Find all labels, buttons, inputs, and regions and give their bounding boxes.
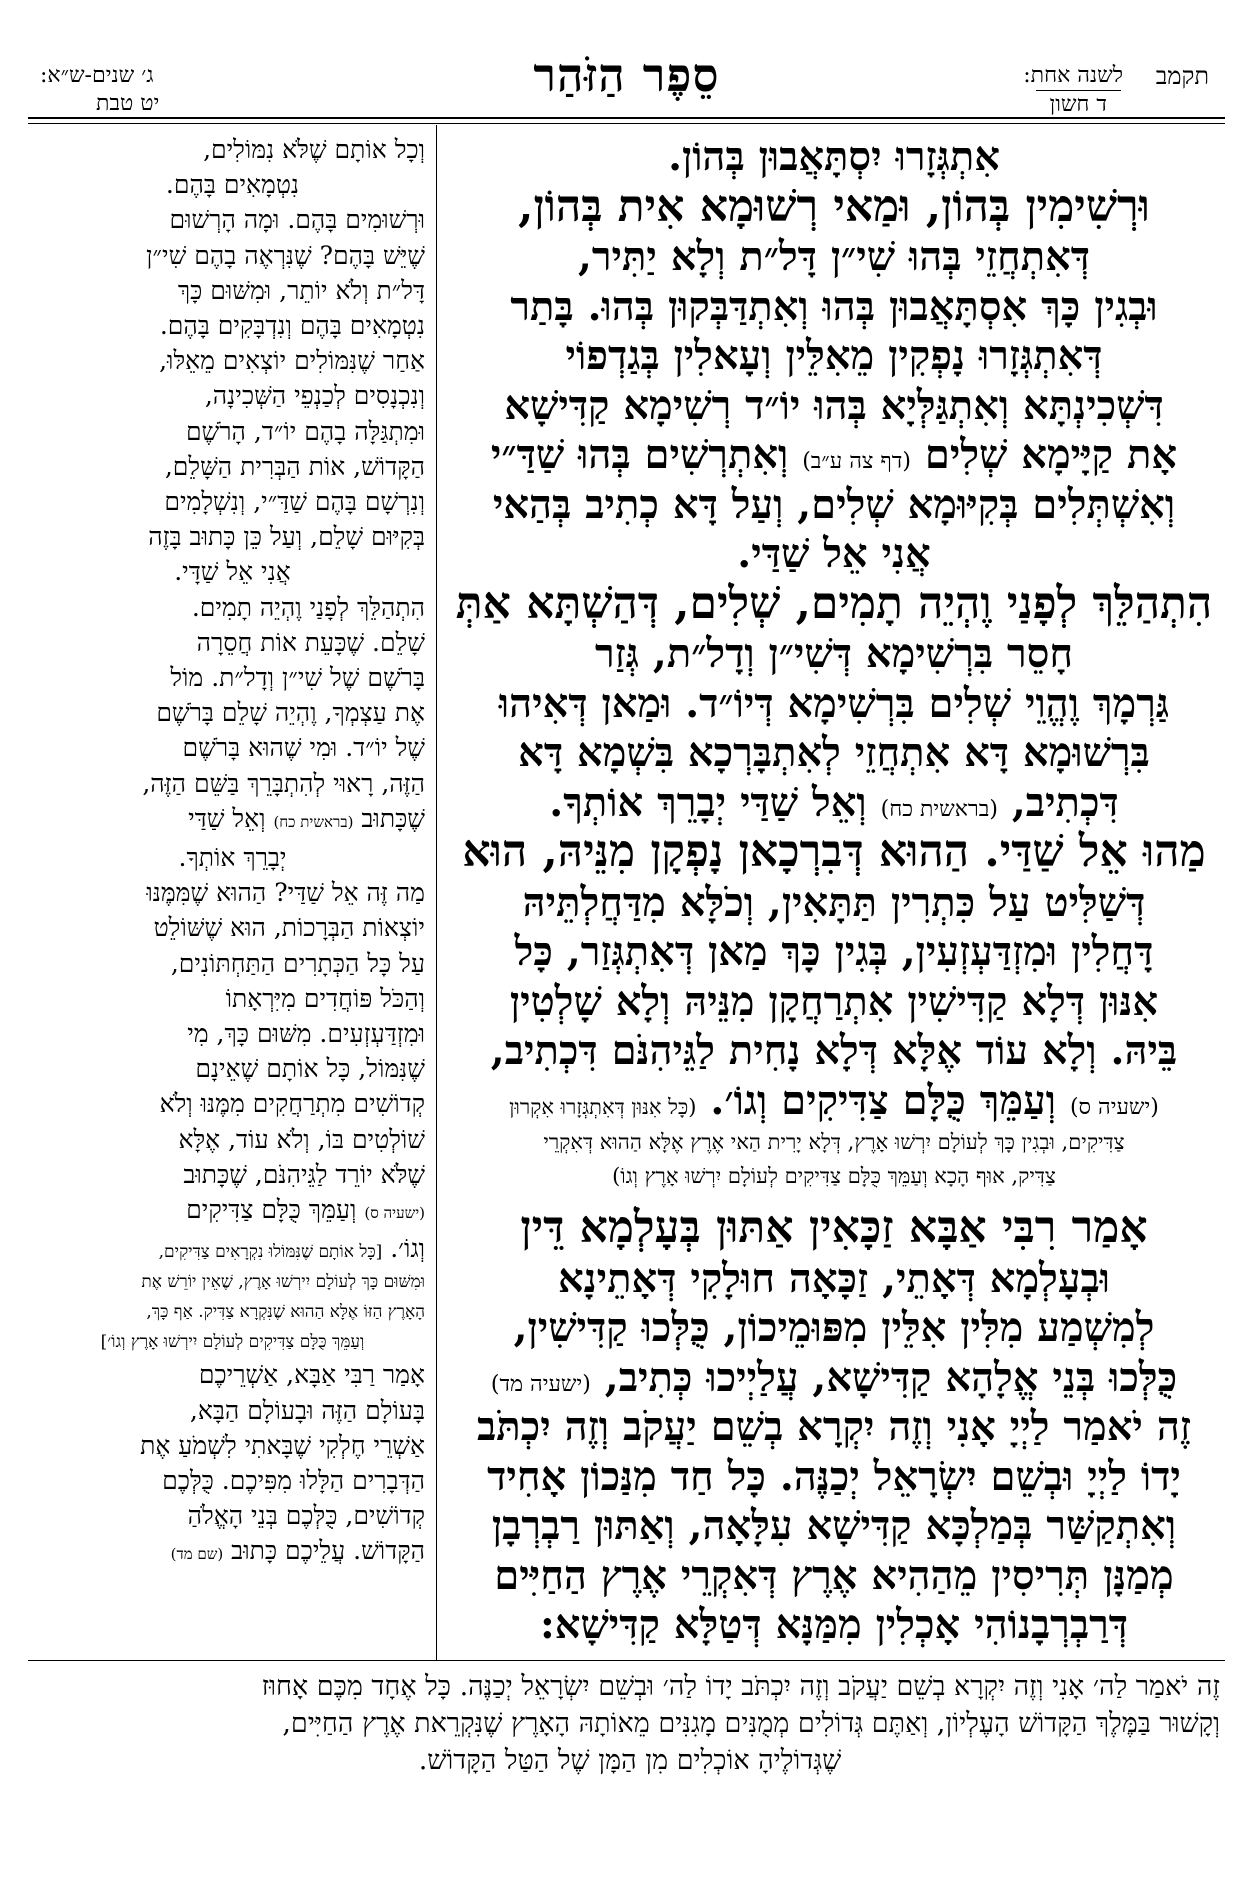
side-line: אֶת עַצְמְךָ, וֶהְיֵה שָׁלֵם בָּרֹשֶׁם — [156, 698, 425, 728]
side-line: אַשְׁרֵי חֶלְקִי שֶׁבָּאתִי לִשְׁמֹעַ אֶת — [140, 1430, 425, 1460]
side-line: הַקָּדוֹשׁ, אוֹת הַבְּרִית הַשָּׁלֵם, — [164, 451, 425, 481]
bracket-note-line: הָאָרֶץ הַזּוֹ אֶלָּא הַהוּא שֶׁנִּקְרָא צַדִּיק. אַף כָּךְ, — [146, 1302, 425, 1323]
main-line: בִּרְשׁוּמָא דָּא אִתְחֲזֵי לְאִתְבָּרְכָא בִּשְׁמָא דָּא — [518, 729, 1150, 776]
main-line: אָת קַיָּימָא שְׁלִים (דף צה ע״ב) וְאִתְרְשִׁים בְּהוּ שַׁדַּ״י — [490, 431, 1178, 478]
side-line: שֶׁלֹּא יוֹרֵד לַגֵּיהִנֹּם, שֶׁכָּתוּב — [183, 1159, 425, 1189]
bottom-line: וְקָשׁוּר בַּמֶּלֶךְ הַקָּדוֹשׁ הָעֶלְיוֹן, וְאַתֶּם גְּדוֹלִים מְמֻנִּים מָגִנִּים מֵאוֹתָהּ הָאָרֶץ שֶׁנִּקְרֵאת אֶרֶץ הַחַיִּים, — [282, 1708, 1220, 1739]
side-line: אַחַר שֶׁנִּמּוֹלִים יוֹצְאִים מֵאֵלּוּ, — [159, 346, 425, 376]
main-line: הִתְהַלֵּךְ לְפָנַי וֶהְיֵה תָמִים, שְׁלִים, דְּהַשְׁתָּא אַתְּ — [455, 577, 1213, 629]
bottom-translation — [40, 1668, 1220, 1779]
citation: (ישעיה מד) — [490, 1371, 591, 1397]
main-line: גַּרְמָךְ וֶהֱוֵי שְׁלִים בִּרְשִׁימָא דְּיוֹ״ד. וּמַאן דְּאִיהוּ — [498, 679, 1170, 727]
citation: (בראשית כח) — [880, 796, 998, 822]
bracket-note: (כָּל אִנּוּן דְּאִתְגְּזָרוּ אִקְרוּן — [509, 1094, 697, 1119]
side-line: וְנִרְשָׁם בָּהֶם שַׁדַּ״י, וְנִשְׁלָמִים — [164, 487, 425, 517]
side-line: וְהַכֹּל פּוֹחֲדִים מִיִּרְאָתוֹ — [225, 983, 425, 1013]
side-line: דָּל״ת וְלֹא יוֹתֵר, וּמִשּׁוּם כָּךְ — [177, 275, 425, 305]
side-line: בְּקִיּוּם שָׁלֵם, וְעַל כֵּן כָּתוּב בָּזֶה — [148, 522, 425, 552]
side-line: יְבָרֵךְ אוֹתְךָ. — [178, 843, 287, 873]
bracket-note: [כָּל אוֹתָם שֶׁנִּמּוֹלוּ נִקְרָאִים צַדִּיקִים, — [158, 1242, 383, 1263]
side-line: נִטְמָאִים בָּהֶם וְנִדְבָּקִים בָּהֶם. — [159, 311, 425, 341]
side-line: הִתְהַלֵּךְ לְפָנַי וֶהְיֵה תָמִים. — [191, 592, 425, 622]
main-line: דְּרַבְרְבָנוֹהִי אָכְלִין מִמַּנָּא דְּטַלָּא קַדִּישָׁא: — [540, 1601, 1128, 1648]
main-line: וּרְשִׁימִין בְּהוֹן, וּמַאי רְשׁוּמָא אִית בְּהוֹן, — [518, 180, 1150, 232]
bracket-note-line: צַדִּיק, אוּף הָכָא וְעַמֵּךְ כֻּלָּם צַדִּיקִים לְעוֹלָם יִרְשׁוּ אָרֶץ וְגוֹ) — [612, 1164, 1056, 1188]
side-line: קְדוֹשִׁים, כֻּלְּכֶם בְּנֵי הָאֱלֹהַ — [187, 1501, 425, 1531]
header-divider-thin — [28, 123, 1225, 124]
side-line: מַה זֶּה אֵל שַׁדַּי? הַהוּא שֶׁמִּמֶּנּוּ — [146, 878, 425, 908]
study-schedule-one-year: לשנה אחת: — [1023, 63, 1123, 88]
main-line: מַהוּ אֵל שַׁדַּי. הַהוּא דְּבִרְכָאן נָפְקָן מִנֵּיהּ, הוּא — [462, 826, 1206, 877]
side-line: (ישעיה ס) וְעַמֵּךְ כֻּלָּם צַדִּיקִים — [186, 1195, 425, 1225]
side-line: עַל כָּל הַכְּתָרִים הַתַּחְתּוֹנִים, — [170, 948, 425, 978]
side-line: וְכָל אוֹתָם שֶׁלֹּא נִמּוֹלִים, — [203, 135, 425, 164]
main-line: אָמַר רִבִּי אַבָּא זַכָּאִין אַתּוּן בְּעָלְמָא דֵּין — [520, 1202, 1148, 1253]
side-line: יוֹצְאוֹת הַבְּרָכוֹת, הוּא שֶׁשּׁוֹלֵט — [153, 913, 425, 943]
side-line: וּמִתְגַּלָּה בָהֶם יוֹ״ד, הָרֹשֶׁם — [185, 416, 425, 446]
main-line: וְאִשְׁתְּלִים בְּקִיּוּמָא שְׁלִים, וְעַל דָּא כְתִיב בְּהַאי — [492, 480, 1176, 528]
side-line: שֶׁיֵּשׁ בָּהֶם? שֶׁנִּרְאֶה בָהֶם שִׁי״ן — [146, 240, 425, 270]
study-schedule-three-years: ג׳ שנים-ש״א: — [40, 63, 154, 88]
bracket-note-line: וּמִשּׁוּם כָּךְ לְעוֹלָם יִירְשׁוּ אָרֶץ, שֶׁאֵין יוֹרֵשׁ אֶת — [141, 1272, 425, 1293]
side-line: נִטְמָאִים בָּהֶם. — [165, 170, 300, 200]
main-line: דִּכְתִיב, (בראשית כח) וְאֵל שַׁדַּי יְבָרֵךְ אוֹתְךָ. — [549, 778, 1119, 826]
citation: (בראשית כח) — [273, 812, 354, 831]
side-line: שֶׁכָּתוּב (בראשית כח) וְאֵל שַׁדַּי — [188, 803, 425, 833]
header-divider — [28, 117, 1225, 119]
main-line: חָסֵר בִּרְשִׁימָא דְּשִׁי״ן וְדָל״ת, גְּזַר — [594, 630, 1074, 677]
translation-column — [40, 132, 425, 1657]
main-line: וּבְעָלְמָא דְּאָתֵי, זַכָּאָה חוּלָקִי דְּאָתֵינָא — [557, 1254, 1111, 1302]
main-line: אֲנִי אֵל שַׁדַּי. — [737, 530, 931, 577]
main-line: מְמַנָּן תְּרִיסִין מֵהַהִיא אֶרֶץ דְּאִקְרֵי אֶרֶץ הַחַיִּים — [494, 1551, 1174, 1599]
bottom-line: זֶה יֹאמַר לַה׳ אָנִי וְזֶה יִקְרָא בְשֵׁם יַעֲקֹב וְזֶה יִכְתֹּב יָדוֹ לַה׳ וּבְשֵׁם יִשְׂרָאֵל יְכַנֶּה. כָּל אֶחָד מִכֶּם אָחוּז — [261, 1671, 1220, 1702]
main-line: דָּחֲלִין וּמִזְדַּעְזְעִין, בְּגִין כָּךְ מַאן דְּאִתְגְּזַר, כָּל — [514, 928, 1154, 975]
main-line: וּבְגִין כָּךְ אִסְתָּאֲבוּן בְּהוּ וְאִתְדַּבְּקוּן בְּהוּ. בָּתַר — [510, 282, 1158, 330]
citation: (שם מד) — [170, 1545, 224, 1564]
main-line: זֶה יֹאמַר לַיְיָ אָנִי וְזֶה יִקְרָא בְשֵׁם יַעֲקֹב וְזֶה יִכְתֹּב — [477, 1403, 1191, 1450]
citation: (ישעיה ס) — [364, 1204, 425, 1223]
side-line: הַדְּבָרִים הַלָּלוּ מִפִּיכֶם. כֻּלְּכֶם — [162, 1465, 425, 1495]
bottom-line: שֶׁגְּדוֹלֶיהָ אוֹכְלִים מִן הַמָּן שֶׁל הַטַּל הַקָּדוֹשׁ. — [418, 1745, 842, 1776]
main-line: כֻּלְּכוּ בְּנֵי אֱלָהָא קַדִּישָׁא, עֲלַיְיכוּ כְּתִיב, (ישעיה מד) — [490, 1353, 1178, 1401]
side-line: הַקָּדוֹשׁ. עֲלֵיכֶם כָּתוּב (שם מד) — [170, 1536, 425, 1566]
main-line: וְאִתְקַשַּׁר בְּמַלְכָּא קַדִּישָׁא עִלָּאָה, וְאַתּוּן רַבְרְבָן — [491, 1502, 1177, 1549]
study-date-three-years: יט טבת — [96, 91, 160, 116]
page-number: תקמב — [1155, 62, 1209, 90]
bracket-note-line: צַדִּיקִים, וּבְגִין כָּךְ לְעוֹלָם יִרְשׁוּ אָרֶץ, דְּלָא יָרִית הַאי אֶרֶץ אֶלָּא הַהוּא דְּאִקְרֵי — [543, 1130, 1125, 1154]
side-line: שֶׁל יוֹ״ד. וּמִי שֶׁהוּא בָּרֹשֶׁם — [182, 733, 425, 763]
columns-bottom-divider — [28, 1660, 1225, 1661]
citation: (ישעיה ס) — [1069, 1094, 1159, 1120]
main-line: דְּאִתְחֲזֵי בְּהוּ שִׁי״ן דָּל״ת וְלָא יַתִּיר, — [577, 233, 1091, 280]
main-line: אִתְגְּזָרוּ יִסְתָּאֲבוּן בְּהוֹן. — [668, 133, 1000, 180]
side-line: אָמַר רַבִּי אַבָּא, אַשְׁרֵיכֶם — [198, 1360, 425, 1390]
main-line: אִנּוּן דְּלָא קַדִּישִׁין אִתְרַחֲקָן מִנֵּיהּ וְלָא שָׁלְטִין — [509, 977, 1159, 1025]
side-line: שֶׁנִּמּוֹל, כָּל אוֹתָם שֶׁאֵינָם — [195, 1054, 425, 1084]
side-line: אֲנִי אֵל שַׁדָּי. — [174, 557, 291, 587]
side-line: הַזֶּה, רָאוּי לְהִתְבָּרֵךְ בַּשֵּׁם הַזֶּה, — [142, 768, 425, 798]
side-line: בָּעוֹלָם הַזֶּה וּבָעוֹלָם הַבָּא, — [189, 1395, 425, 1425]
main-line: דְּאִתְגְּזָרוּ נָפְקִין מֵאִלֵּין וְעָאלִין בְּגַדְפוֹי — [565, 332, 1103, 379]
main-text-column — [450, 132, 1218, 1657]
side-line: שׁוֹלְטִים בּוֹ, וְלֹא עוֹד, אֶלָּא — [178, 1124, 425, 1154]
side-line: וְנִכְנָסִים לְכַנְפֵי הַשְּׁכִינָה, — [204, 381, 425, 411]
side-line: שָׁלֵם. שֶׁכָּעֵת אוֹת חֲסֵרָה — [196, 627, 425, 657]
side-line: וּרְשׁוּמִים בָּהֶם. וּמָה הָרְשׁוּם — [169, 205, 425, 235]
bracket-note-line: וְעַמֵּךְ כֻּלָּם צַדִּיקִים לְעוֹלָם יִירְשׁוּ אָרֶץ וְגוֹ׳] — [100, 1332, 365, 1353]
main-line: יָדוֹ לַיְיָ וּבְשֵׁם יִשְׂרָאֵל יְכַנֶּה. כָּל חַד מִנַּכוֹן אָחִיד — [487, 1452, 1181, 1500]
main-line: דְּשַׁלִּיט עַל כִּתְרִין תַּתָּאִין, וְכֹלָּא מִדַּחֲלְתֵּיהּ — [522, 878, 1146, 926]
side-line: קְדוֹשִׁים מִתְרַחֲקִים מִמֶּנּוּ וְלֹא — [159, 1089, 425, 1119]
main-line: דִּשְׁכִינְתָּא וְאִתְגַּלְּיָא בְּהוּ יוֹ״ד רְשִׁימָא קַדִּישָׁא — [504, 381, 1164, 429]
main-line: לְמִשְׁמַע מִלִּין אִלֵּין מִפּוּמֵיכוֹן, כֻּלְּכוּ קַדִּישִׁין, — [513, 1304, 1155, 1351]
page-title: סֵפֶר הַזֹּהַר — [533, 48, 720, 102]
citation: (דף צה ע״ב) — [802, 449, 911, 474]
side-line: וּמִזְדַּעְזְעִים. מִשּׁוּם כָּךְ, מִי — [187, 1019, 425, 1049]
main-line: (ישעיה ס) וְעַמֵּךְ כֻּלָּם צַדִּיקִים וְגוֹ׳. (כָּל אִנּוּן דְּאִתְגְּזָרוּ אִקְרוּן — [509, 1076, 1159, 1124]
side-line: וְגוֹ׳. [כָּל אוֹתָם שֶׁנִּמּוֹלוּ נִקְרָאִים צַדִּיקִים, — [158, 1234, 425, 1264]
study-date-one-year: ד חשון — [1036, 90, 1121, 117]
main-line: בֵּיהּ. וְלָא עוֹד אֶלָּא דְּלָא נָחִית לַגֵּיהִנֹּם דִּכְתִיב, — [490, 1027, 1178, 1074]
side-line: בָּרֹשֶׁם שֶׁל שִׁי״ן וְדָל״ת. מוֹל — [170, 663, 425, 693]
column-divider — [436, 125, 437, 1660]
